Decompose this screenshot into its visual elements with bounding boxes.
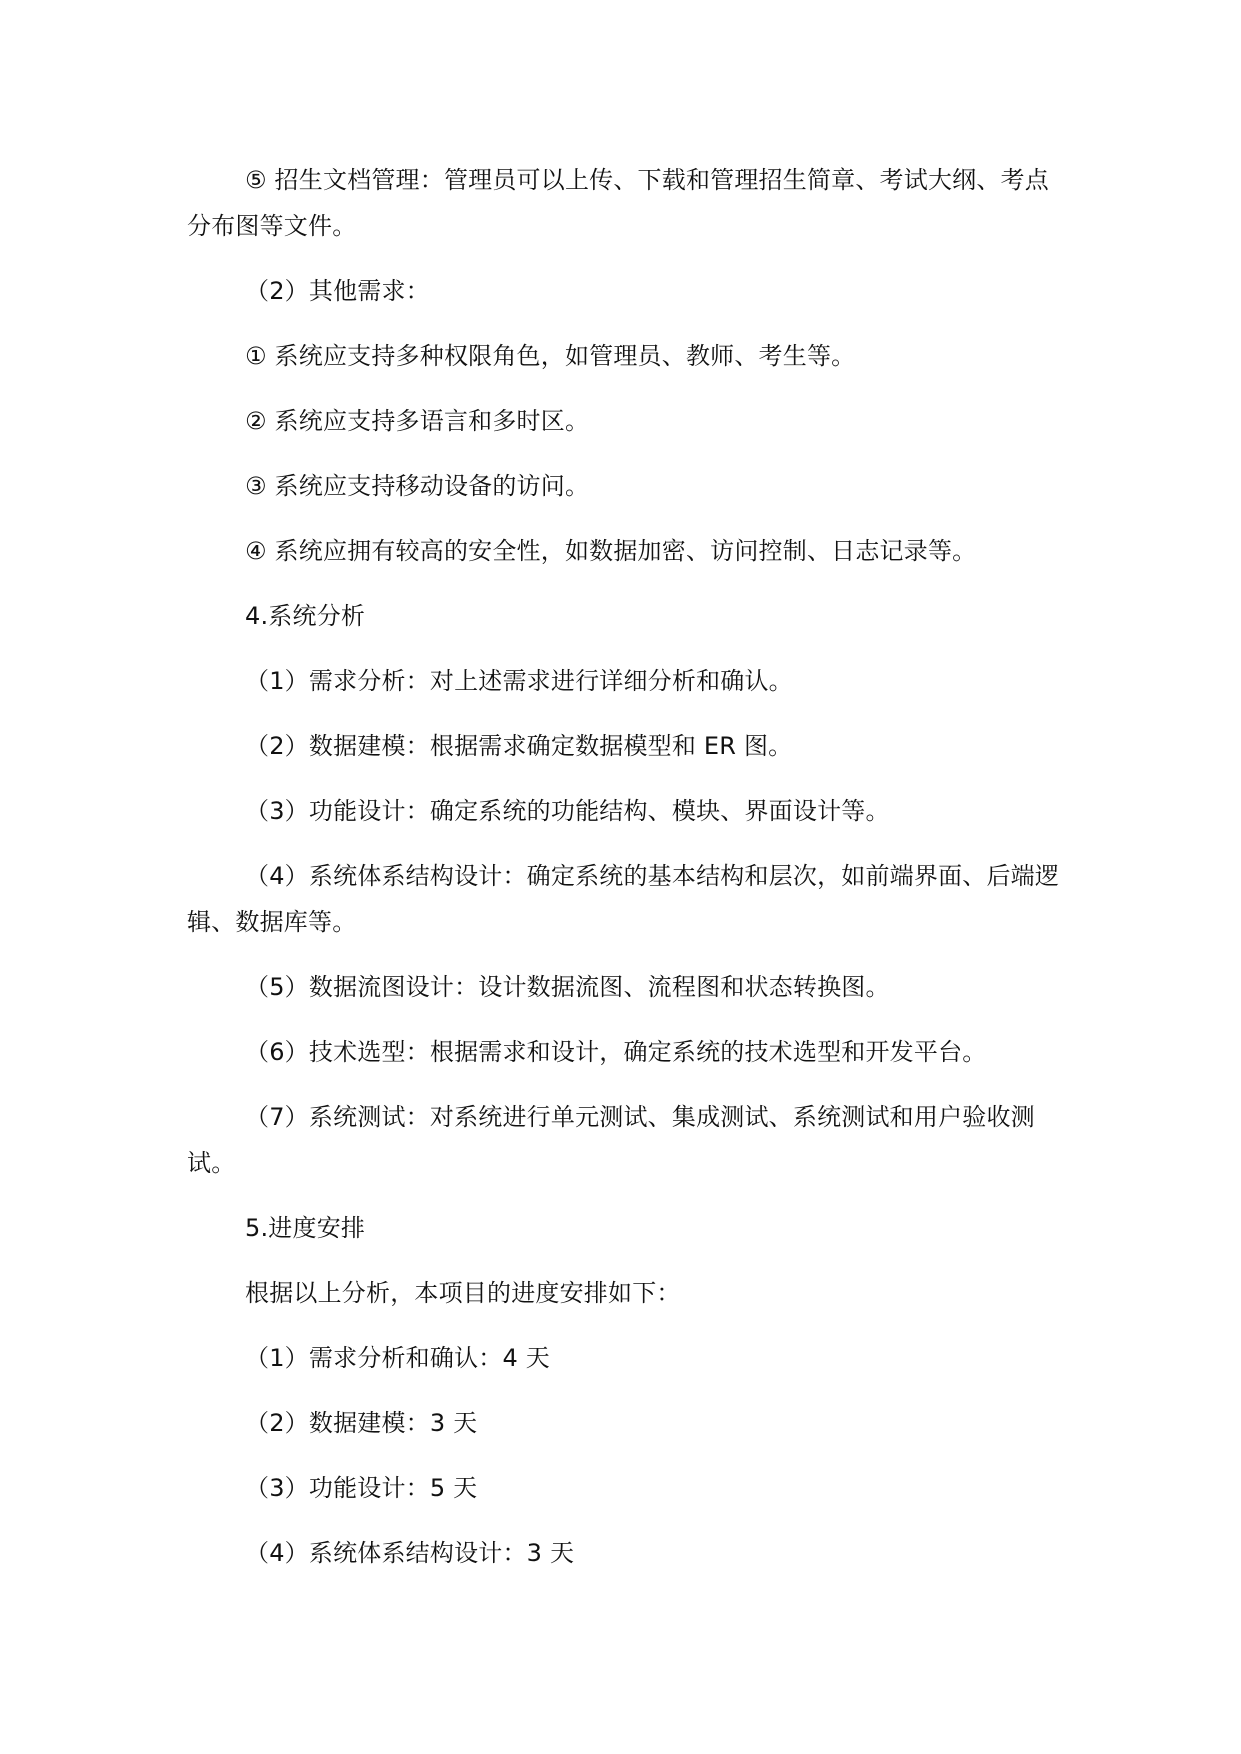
- paragraph-schedule-2: （2）数据建模：3 天: [245, 1409, 478, 1437]
- paragraph-analysis-7: （7）系统测试：对系统进行单元测试、集成测试、系统测试和用户验收测试。: [187, 1103, 1035, 1177]
- paragraph-analysis-3: （3）功能设计：确定系统的功能结构、模块、界面设计等。: [245, 797, 890, 825]
- paragraph-schedule-intro: 根据以上分析，本项目的进度安排如下：: [245, 1279, 681, 1307]
- document-body: [187, 157, 1067, 1576]
- paragraph-admissions-docs: ⑤ 招生文档管理：管理员可以上传、下载和管理招生简章、考试大纲、考点分布图等文件。: [187, 166, 1049, 240]
- section-heading-schedule: 5.进度安排: [245, 1214, 366, 1242]
- paragraph-schedule-1: （1）需求分析和确认：4 天: [245, 1344, 550, 1372]
- paragraph-other-requirements: （2）其他需求：: [245, 277, 430, 305]
- paragraph-req-mobile: ③ 系统应支持移动设备的访问。: [245, 472, 590, 500]
- paragraph-schedule-3: （3）功能设计：5 天: [245, 1474, 478, 1502]
- paragraph-req-roles: ① 系统应支持多种权限角色，如管理员、教师、考生等。: [245, 342, 856, 370]
- paragraph-req-language: ② 系统应支持多语言和多时区。: [245, 407, 590, 435]
- paragraph-analysis-5: （5）数据流图设计：设计数据流图、流程图和状态转换图。: [245, 973, 890, 1001]
- section-heading-system-analysis: 4.系统分析: [245, 602, 366, 630]
- paragraph-analysis-1: （1）需求分析：对上述需求进行详细分析和确认。: [245, 667, 793, 695]
- paragraph-req-security: ④ 系统应拥有较高的安全性，如数据加密、访问控制、日志记录等。: [245, 537, 977, 565]
- paragraph-analysis-4: （4）系统体系结构设计：确定系统的基本结构和层次，如前端界面、后端逻辑、数据库等。: [187, 862, 1060, 936]
- paragraph-analysis-2: （2）数据建模：根据需求确定数据模型和 ER 图。: [245, 732, 793, 760]
- paragraph-schedule-4: （4）系统体系结构设计：3 天: [245, 1539, 575, 1567]
- paragraph-analysis-6: （6）技术选型：根据需求和设计，确定系统的技术选型和开发平台。: [245, 1038, 987, 1066]
